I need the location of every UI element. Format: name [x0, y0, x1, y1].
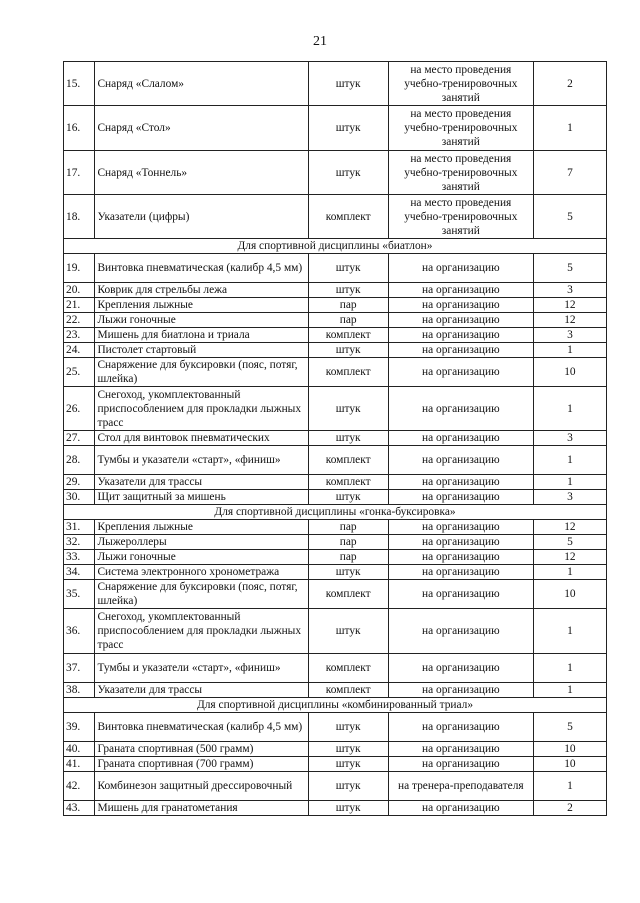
item-quantity: 1 [533, 772, 606, 801]
item-name: Крепления лыжные [95, 298, 308, 313]
item-name: Винтовка пневматическая (калибр 4,5 мм) [95, 713, 308, 742]
item-name: Снаряд «Слалом» [95, 62, 308, 106]
item-unit: комплект [308, 683, 388, 698]
item-assignment: на организацию [388, 757, 533, 772]
table-row [64, 801, 607, 816]
row-number: 39. [64, 713, 95, 742]
item-quantity: 1 [533, 343, 606, 358]
item-assignment: на организацию [388, 609, 533, 654]
item-name: Снаряжение для буксировки (пояс, потяг, шлейка) [95, 580, 308, 609]
item-assignment: на организацию [388, 713, 533, 742]
item-assignment: на организацию [388, 520, 533, 535]
item-assignment: на организацию [388, 742, 533, 757]
item-assignment: на организацию [388, 343, 533, 358]
item-assignment: на тренера-преподавателя [388, 772, 533, 801]
table-row [64, 195, 607, 239]
item-name: Снаряжение для буксировки (пояс, потяг, шлейка) [95, 358, 308, 387]
item-name: Указатели для трассы [95, 475, 308, 490]
item-assignment: на организацию [388, 654, 533, 683]
item-unit: штук [308, 151, 388, 195]
table-row [64, 387, 607, 431]
item-quantity: 12 [533, 298, 606, 313]
item-quantity: 10 [533, 757, 606, 772]
row-number: 15. [64, 62, 95, 106]
row-number: 22. [64, 313, 95, 328]
item-unit: штук [308, 106, 388, 151]
row-number: 17. [64, 151, 95, 195]
row-number: 19. [64, 254, 95, 283]
item-unit: штук [308, 343, 388, 358]
item-assignment: на место проведения учебно-тренировочных занятий [388, 151, 533, 195]
row-number: 18. [64, 195, 95, 239]
item-name: Снаряд «Тоннель» [95, 151, 308, 195]
row-number: 35. [64, 580, 95, 609]
item-unit: штук [308, 283, 388, 298]
table-row [64, 254, 607, 283]
item-unit: комплект [308, 580, 388, 609]
item-unit: комплект [308, 446, 388, 475]
item-quantity: 1 [533, 446, 606, 475]
row-number: 16. [64, 106, 95, 151]
item-quantity: 7 [533, 151, 606, 195]
item-assignment: на организацию [388, 431, 533, 446]
item-unit: комплект [308, 195, 388, 239]
item-quantity: 2 [533, 801, 606, 816]
item-unit: штук [308, 742, 388, 757]
item-assignment: на место проведения учебно-тренировочных занятий [388, 106, 533, 151]
table-row [64, 313, 607, 328]
row-number: 37. [64, 654, 95, 683]
table-row [64, 446, 607, 475]
section-title: Для спортивной дисциплины «комбинированный триал» [64, 698, 607, 713]
item-name: Снегоход, укомплектованный приспособлением для прокладки лыжных трасс [95, 609, 308, 654]
table-row [64, 298, 607, 313]
table-row [64, 654, 607, 683]
item-quantity: 12 [533, 313, 606, 328]
item-name: Комбинезон защитный дрессировочный [95, 772, 308, 801]
item-quantity: 12 [533, 520, 606, 535]
table-row [64, 535, 607, 550]
item-unit: пар [308, 550, 388, 565]
row-number: 27. [64, 431, 95, 446]
row-number: 29. [64, 475, 95, 490]
row-number: 25. [64, 358, 95, 387]
item-name: Мишень для биатлона и триала [95, 328, 308, 343]
item-assignment: на организацию [388, 283, 533, 298]
item-name: Указатели для трассы [95, 683, 308, 698]
row-number: 41. [64, 757, 95, 772]
item-assignment: на организацию [388, 550, 533, 565]
item-assignment: на место проведения учебно-тренировочных занятий [388, 62, 533, 106]
item-assignment: на организацию [388, 565, 533, 580]
row-number: 40. [64, 742, 95, 757]
item-name: Граната спортивная (500 грамм) [95, 742, 308, 757]
item-name: Коврик для стрельбы лежа [95, 283, 308, 298]
table-row [64, 683, 607, 698]
table-row [64, 283, 607, 298]
row-number: 20. [64, 283, 95, 298]
table-row [64, 475, 607, 490]
item-unit: пар [308, 313, 388, 328]
item-unit: штук [308, 62, 388, 106]
table-row [64, 358, 607, 387]
table-row [64, 151, 607, 195]
item-name: Пистолет стартовый [95, 343, 308, 358]
item-unit: комплект [308, 654, 388, 683]
item-name: Лыжероллеры [95, 535, 308, 550]
item-name: Система электронного хронометража [95, 565, 308, 580]
table-row [64, 62, 607, 106]
item-assignment: на организацию [388, 254, 533, 283]
item-assignment: на организацию [388, 801, 533, 816]
item-assignment: на организацию [388, 446, 533, 475]
item-name: Стол для винтовок пневматических [95, 431, 308, 446]
item-quantity: 5 [533, 195, 606, 239]
item-unit: пар [308, 535, 388, 550]
table-row [64, 490, 607, 505]
item-name: Лыжи гоночные [95, 313, 308, 328]
table-row [64, 343, 607, 358]
row-number: 23. [64, 328, 95, 343]
page-number: 21 [313, 34, 327, 49]
item-unit: пар [308, 520, 388, 535]
item-name: Тумбы и указатели «старт», «финиш» [95, 446, 308, 475]
row-number: 30. [64, 490, 95, 505]
row-number: 36. [64, 609, 95, 654]
item-quantity: 5 [533, 254, 606, 283]
section-title: Для спортивной дисциплины «гонка-буксировка» [64, 505, 607, 520]
item-quantity: 1 [533, 683, 606, 698]
table-row [64, 609, 607, 654]
row-number: 28. [64, 446, 95, 475]
item-unit: штук [308, 757, 388, 772]
item-unit: штук [308, 801, 388, 816]
item-unit: штук [308, 565, 388, 580]
item-unit: штук [308, 713, 388, 742]
item-unit: штук [308, 431, 388, 446]
row-number: 32. [64, 535, 95, 550]
item-quantity: 2 [533, 62, 606, 106]
row-number: 33. [64, 550, 95, 565]
item-quantity: 3 [533, 490, 606, 505]
section-header-row [64, 505, 607, 520]
item-quantity: 1 [533, 609, 606, 654]
table-row [64, 580, 607, 609]
row-number: 34. [64, 565, 95, 580]
section-title: Для спортивной дисциплины «биатлон» [64, 239, 607, 254]
item-quantity: 1 [533, 475, 606, 490]
table-row [64, 106, 607, 151]
equipment-table-body [64, 62, 607, 816]
item-unit: комплект [308, 358, 388, 387]
item-name: Снаряд «Стол» [95, 106, 308, 151]
item-name: Снегоход, укомплектованный приспособлением для прокладки лыжных трасс [95, 387, 308, 431]
item-assignment: на организацию [388, 683, 533, 698]
table-row [64, 742, 607, 757]
item-unit: штук [308, 772, 388, 801]
item-quantity: 10 [533, 742, 606, 757]
row-number: 42. [64, 772, 95, 801]
item-assignment: на организацию [388, 490, 533, 505]
table-row [64, 713, 607, 742]
row-number: 21. [64, 298, 95, 313]
section-header-row [64, 698, 607, 713]
item-unit: штук [308, 387, 388, 431]
item-unit: комплект [308, 328, 388, 343]
item-quantity: 1 [533, 387, 606, 431]
item-name: Указатели (цифры) [95, 195, 308, 239]
table-row [64, 565, 607, 580]
item-assignment: на место проведения учебно-тренировочных занятий [388, 195, 533, 239]
section-header-row [64, 239, 607, 254]
item-unit: комплект [308, 475, 388, 490]
item-assignment: на организацию [388, 387, 533, 431]
row-number: 24. [64, 343, 95, 358]
item-quantity: 3 [533, 328, 606, 343]
item-quantity: 12 [533, 550, 606, 565]
item-name: Винтовка пневматическая (калибр 4,5 мм) [95, 254, 308, 283]
table-row [64, 757, 607, 772]
equipment-table [63, 61, 607, 816]
item-quantity: 3 [533, 283, 606, 298]
item-unit: штук [308, 490, 388, 505]
item-name: Лыжи гоночные [95, 550, 308, 565]
item-assignment: на организацию [388, 580, 533, 609]
item-quantity: 5 [533, 713, 606, 742]
item-quantity: 10 [533, 580, 606, 609]
item-name: Крепления лыжные [95, 520, 308, 535]
item-assignment: на организацию [388, 298, 533, 313]
table-row [64, 550, 607, 565]
item-assignment: на организацию [388, 475, 533, 490]
item-quantity: 1 [533, 654, 606, 683]
item-unit: штук [308, 254, 388, 283]
item-quantity: 1 [533, 106, 606, 151]
table-row [64, 772, 607, 801]
item-unit: пар [308, 298, 388, 313]
item-quantity: 1 [533, 565, 606, 580]
item-name: Тумбы и указатели «старт», «финиш» [95, 654, 308, 683]
item-name: Мишень для гранатометания [95, 801, 308, 816]
item-assignment: на организацию [388, 328, 533, 343]
table-row [64, 520, 607, 535]
row-number: 26. [64, 387, 95, 431]
item-name: Щит защитный за мишень [95, 490, 308, 505]
item-assignment: на организацию [388, 358, 533, 387]
item-quantity: 10 [533, 358, 606, 387]
table-row [64, 431, 607, 446]
item-assignment: на организацию [388, 313, 533, 328]
item-name: Граната спортивная (700 грамм) [95, 757, 308, 772]
item-unit: штук [308, 609, 388, 654]
item-quantity: 5 [533, 535, 606, 550]
item-assignment: на организацию [388, 535, 533, 550]
row-number: 38. [64, 683, 95, 698]
table-row [64, 328, 607, 343]
item-quantity: 3 [533, 431, 606, 446]
row-number: 31. [64, 520, 95, 535]
row-number: 43. [64, 801, 95, 816]
